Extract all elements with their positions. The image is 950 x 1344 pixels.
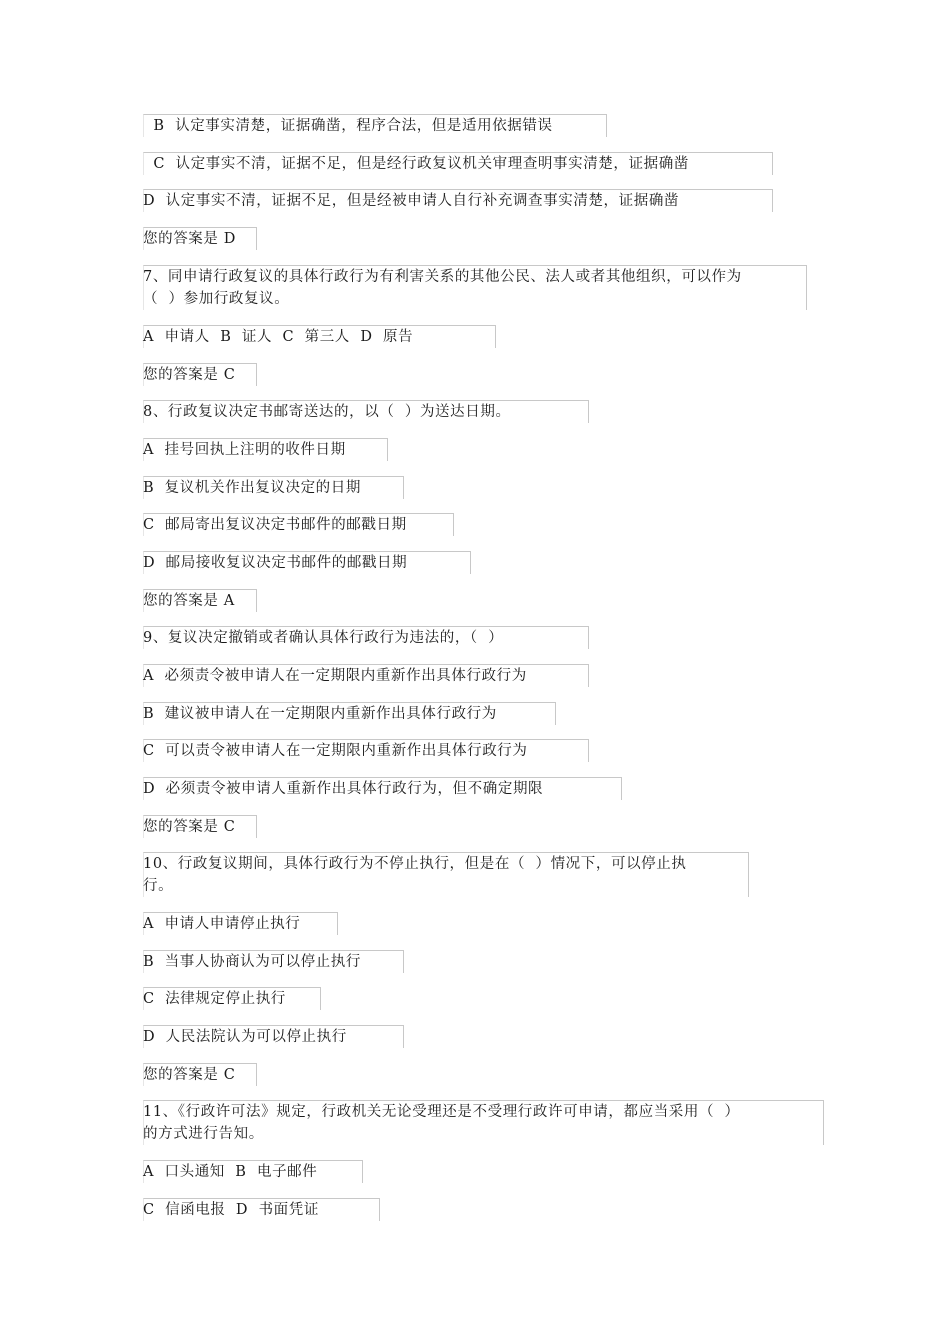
option-d: D 认定事实不清，证据不足，但是经被申请人自行补充调查事实清楚，证据确凿 [143,193,680,209]
option-b: B 建议被申请人在一定期限内重新作出具体行政行为 [143,706,497,722]
question-9: 9、复议决定撤销或者确认具体行政行为违法的，（ ） [143,630,504,646]
answer-text: 您的答案是 D [143,231,236,247]
option-a: A 必须责令被申请人在一定期限内重新作出具体行政行为 [143,668,527,684]
answer-text: 您的答案是 A [143,593,235,609]
option-c: C 邮局寄出复议决定书邮件的邮戳日期 [143,517,407,533]
option-c: C 可以责令被申请人在一定期限内重新作出具体行政行为 [143,743,528,759]
option-c: C 法律规定停止执行 [143,991,286,1007]
question-8: 8、行政复议决定书邮寄送达的，以（ ）为送达日期。 [143,404,511,420]
option-d: D 人民法院认为可以停止执行 [143,1029,347,1045]
option-d: D 邮局接收复议决定书邮件的邮戳日期 [143,555,408,571]
question-7-options: A 申请人 B 证人 C 第三人 D 原告 [143,329,414,345]
answer-text: 您的答案是 C [143,819,236,835]
answer-text: 您的答案是 C [143,367,236,383]
option-d: D 必须责令被申请人重新作出具体行政行为，但不确定期限 [143,781,544,797]
question-11-options-cd: C 信函电报 D 书面凭证 [143,1202,319,1218]
option-b: B 复议机关作出复议决定的日期 [143,480,361,496]
answer-text: 您的答案是 C [143,1067,236,1083]
option-a: A 申请人申请停止执行 [143,916,301,932]
question-7-cont: （ ）参加行政复议。 [143,291,290,307]
option-b: B 当事人协商认为可以停止执行 [143,954,361,970]
question-11-cont: 的方式进行告知。 [143,1126,264,1142]
option-a: A 挂号回执上注明的收件日期 [143,442,346,458]
option-b: B 认定事实清楚，证据确凿，程序合法，但是适用依据错误 [143,118,553,134]
question-10: 10、行政复议期间，具体行政行为不停止执行，但是在（ ）情况下，可以停止执 [143,856,687,872]
question-10-cont: 行。 [143,878,174,894]
question-11-options-ab: A 口头通知 B 电子邮件 [143,1164,318,1180]
question-11: 11、《行政许可法》规定，行政机关无论受理还是不受理行政许可申请，都应当采用（ ） [143,1104,740,1120]
option-c: C 认定事实不清，证据不足，但是经行政复议机关审理查明事实清楚，证据确凿 [143,156,689,172]
question-7: 7、同申请行政复议的具体行政行为有利害关系的其他公民、法人或者其他组织，可以作为 [143,269,742,285]
